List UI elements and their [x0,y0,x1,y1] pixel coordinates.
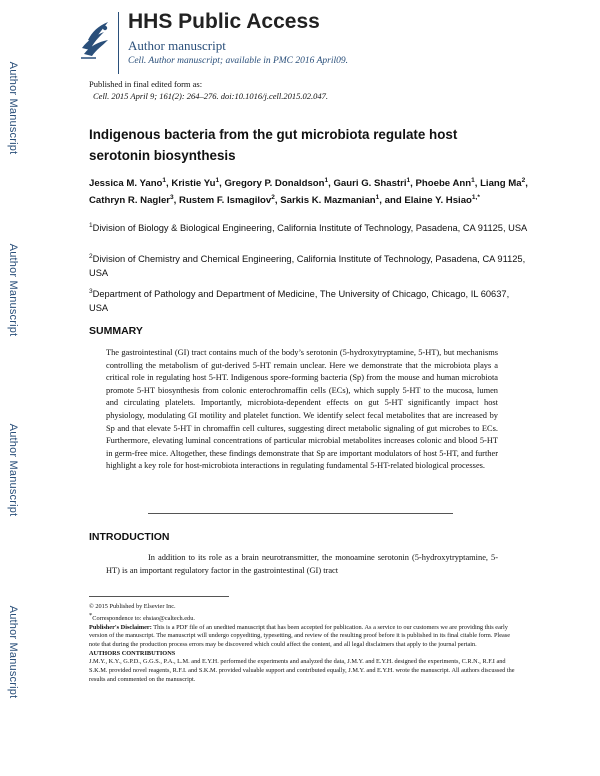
author-separator: , [474,178,481,190]
section-divider [148,513,453,514]
author-affiliation-mark: 1 [471,177,475,184]
author-name: Gregory P. Donaldson [224,178,325,190]
header-subtitle: Author manuscript [128,38,226,53]
sidebar-label: Author Manuscript [7,61,19,155]
hhs-header [78,6,598,74]
sidebar-label: Author Manuscript [7,605,19,699]
author-name: Cathryn R. Nagler [89,195,171,207]
author-separator: , [328,178,334,190]
header-journal-line: Cell. Author manuscript; available in PMC 2016 April09. [128,56,348,66]
author-name: Elaine Y. Hsiao [404,195,472,207]
summary-heading: SUMMARY [89,325,143,337]
author-affiliation-mark: 1 [375,194,380,202]
introduction-text: In addition to its role as a brain neurotransmitter, the monoamine serotonin (5-hydroxytryptamine, 5-HT) is an important regulatory factor in the gastrointestinal (GI) tract [106,553,498,575]
author-name: Rustem F. Ismagilov [179,195,272,207]
author-name: Phoebe Ann [415,178,472,190]
author-affiliation-mark: 1 [215,177,220,184]
author-list [89,174,529,208]
author-affiliation-mark: 2 [271,194,275,202]
sidebar-label: Author Manuscript [7,243,19,337]
author-affiliation-mark: 2 [521,177,526,184]
article-title: Indigenous bacteria from the gut microbiota regulate host serotonin biosynthesis [89,127,458,163]
footnote-divider [89,596,229,597]
author-separator: , [525,178,528,190]
author-name: Liang Ma [480,178,522,190]
affiliation-1: $^1$Division of Biology & Biological Engineering, California Institute of Technology, Pasadena, CA 91125, USA [89,222,528,234]
header-divider [118,12,119,74]
author-separator: , [166,178,172,190]
author-affiliation-mark: 1 [324,177,329,184]
citation: Cell. 2015 April 9; 161(2): 264–276. doi:10.1016/j.cell.2015.02.047. [93,91,328,101]
author-affiliation-mark: 1 [406,177,411,184]
author-name: Sarkis K. Mazmanian [280,195,376,207]
sidebar-label: Author Manuscript [7,423,19,517]
publisher-disclaimer: Publisher's Disclaimer: This is a PDF file of an unedited manuscript that has been accepted for publication. As a service to our customers we are providing this early version of the manuscript. The manuscript will undergo copyediting, typesetting, and review of the resulting proof before it is published in its final citable form. Please note that during the production process errors may be discovered which could affect the content, and all legal disclaimers that apply to the journal pertain. [89,623,511,648]
author-affiliation-mark: 1,* [471,194,480,202]
introduction-heading: INTRODUCTION [89,531,170,543]
hhs-eagle-icon [78,18,112,60]
author-name: Jessica M. Yano [89,178,163,190]
contributions-text: J.M.Y., K.Y., G.P.D., G.G.S., P.A., L.M. and E.Y.H. performed the experiments and analyzed the data, J.M.Y. and E.Y.H. designed the experiments, C.R.N., R.F.I and S.K.M. provided novel reagents, R.F.I. and S.K.M. provided valuable support and contributed equally, J.M.Y. and E.Y.H. wrote the manuscript. All authors discussed the results and commented on the manuscript. [89,658,515,683]
published-label: Published in final edited form as: [89,79,203,89]
author-separator: , [219,178,225,190]
author-separator: , [410,178,416,190]
author-name: Gauri G. Shastri [333,178,407,190]
affiliation-3: $^3$Department of Pathology and Department of Medicine, The University of Chicago, Chicago, IL 60637, USA [89,288,510,314]
copyright-note: © 2015 Published by Elsevier Inc. [89,603,176,610]
author-manuscript-sidebar [0,0,26,776]
author-separator: , and [379,195,405,207]
author-separator: , [173,195,180,207]
summary-text: The gastrointestinal (GI) tract contains much of the body’s serotonin (5-hydroxytryptamine, 5-HT), but mechanisms controlling the metabolism of gut-derived 5-HT remain unclear. Here we demonstrate that the microbiota plays a critical role in regulating host 5-HT. Indigenous spore-forming bacteria (Sp) from the mouse and human microbiota promote 5-HT biosynthesis from colonic enterochromaffin cells (ECs), which supply 5-HT to the mucosa, lumen and circulating platelets. Importantly, microbiota-dependent effects on gut 5-HT significantly impact host physiology, modulating GI motility and platelet function. We identify select fecal metabolites that are increased by Sp and that elevate 5-HT in chromaffin cell cultures, suggesting direct metabolic signaling of gut microbes to ECs. Furthermore, elevating luminal concentrations of particular microbial metabolites increases colonic and blood 5-HT in germ-free mice. Altogether, these findings demonstrate that Sp are important modulators of host 5-HT, and further highlight a key role for host-microbiota interactions in regulating fundamental 5-HT-related biological processes. [106,348,498,471]
affiliation-2: $^2$Division of Chemistry and Chemical Engineering, California Institute of Technology, Pasadena, CA 91125, USA [89,253,526,279]
contributions-heading: AUTHORS CONTRIBUTIONS [89,649,176,657]
footnotes [89,603,519,684]
author-affiliation-mark: 1 [162,177,167,184]
author-affiliation-mark: 3 [170,194,174,202]
author-separator: , [274,195,281,207]
correspondence-note: *Correspondence to: ehsiao@caltech.edu. [89,611,195,622]
author-name: Kristie Yu [171,178,216,190]
header-title: HHS Public Access [128,10,320,33]
publication-info [89,78,328,102]
